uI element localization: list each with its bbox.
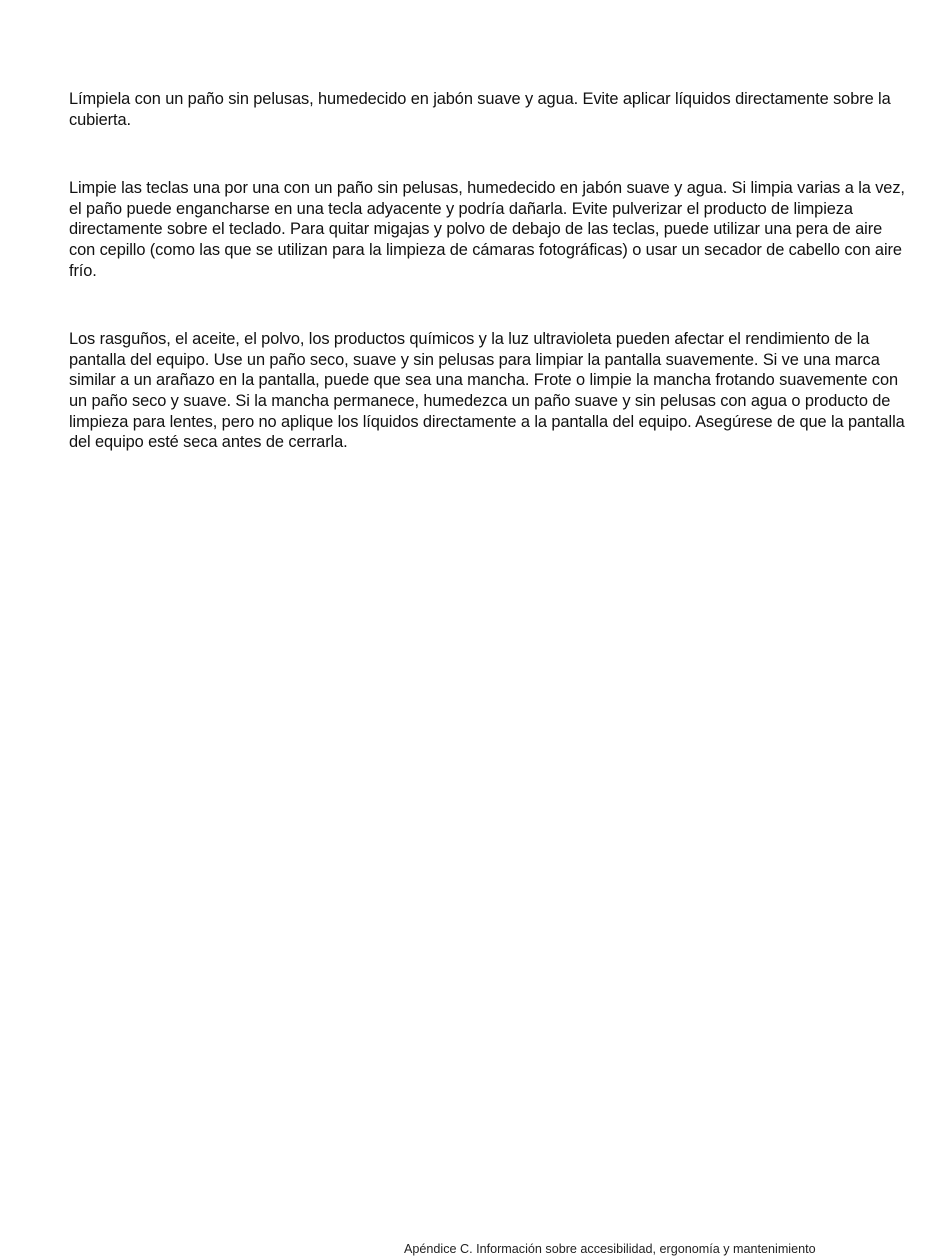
page-footer: Apéndice C. Información sobre accesibilidad, ergonomía y mantenimiento <box>404 1242 816 1256</box>
page-body <box>69 89 905 453</box>
keyboard-cleaning-paragraph: Limpie las teclas una por una con un paño sin pelusas, humedecido en jabón suave y agua. Si limpia varias a la vez, el paño puede engancharse en una tecla adyacente y podría dañarla. Evite pulverizar el producto de limpieza directamente sobre el teclado. Para quitar migajas y polvo de debajo de las teclas, puede utilizar una pera de aire con cepillo (como las que se utilizan para la limpieza de cámaras fotográficas) o usar un secador de cabello con aire frío. <box>69 179 905 280</box>
cover-cleaning-paragraph: Límpiela con un paño sin pelusas, humedecido en jabón suave y agua. Evite aplicar líquidos directamente sobre la cubierta. <box>69 90 891 129</box>
screen-cleaning-paragraph: Los rasguños, el aceite, el polvo, los productos químicos y la luz ultravioleta pueden afectar el rendimiento de la pantalla del equipo. Use un paño seco, suave y sin pelusas para limpiar la pantalla suavemente. Si ve una marca similar a un arañazo en la pantalla, puede que sea una mancha. Frote o limpie la mancha frotando suavemente con un paño seco y suave. Si la mancha permanece, humedezca un paño suave y sin pelusas con agua o producto de limpieza para lentes, pero no aplique los líquidos directamente a la pantalla del equipo. Asegúrese de que la pantalla del equipo esté seca antes de cerrarla. <box>69 330 905 452</box>
